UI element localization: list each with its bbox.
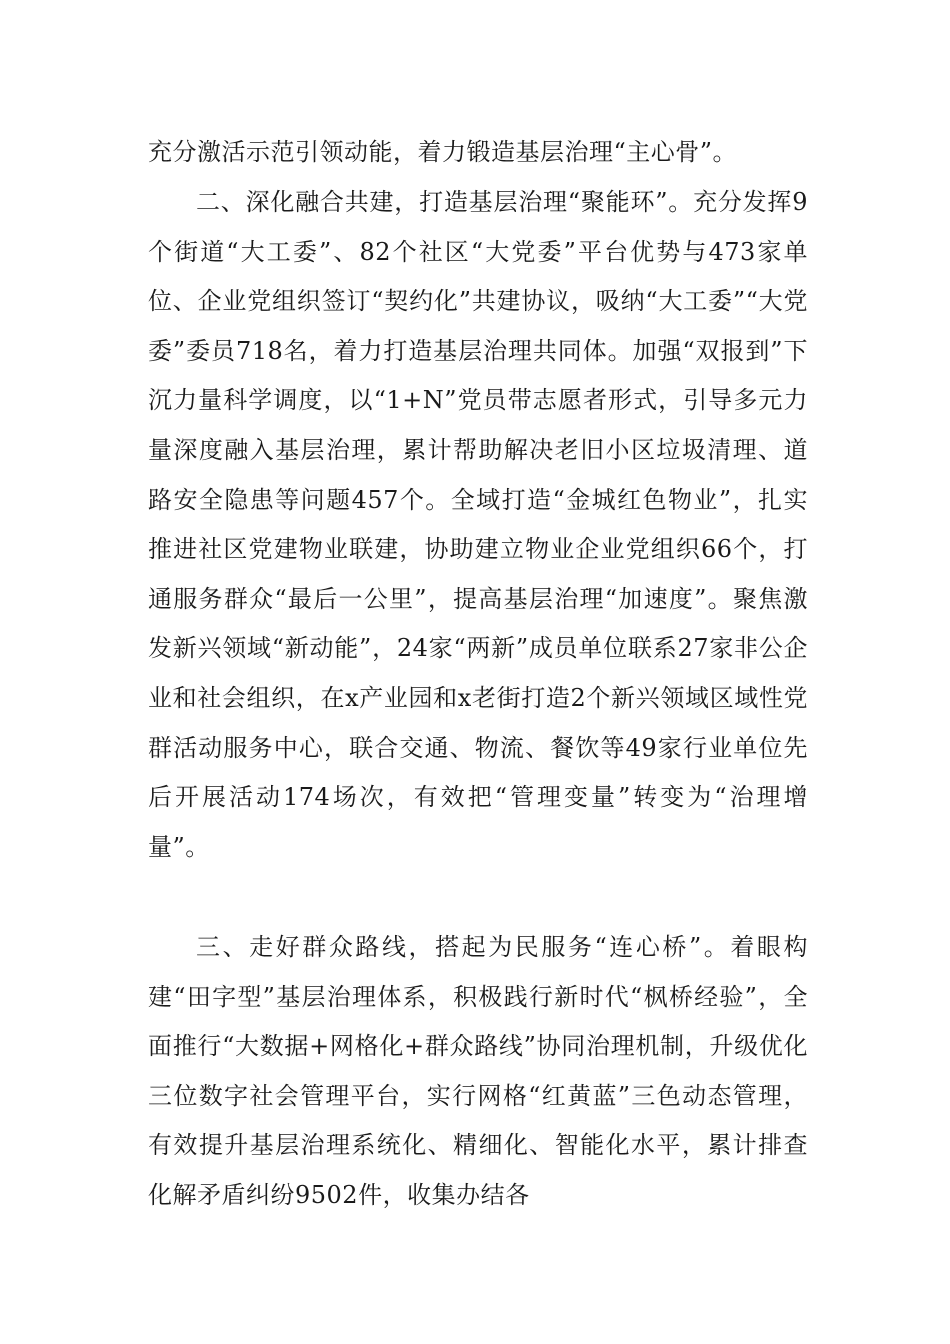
paragraph-section-three: 三、走好群众路线，搭起为民服务“连心桥”。着眼构建“田字型”基层治理体系，积极践行新时代“枫桥经验”，全面推行“大数据+网格化+群众路线”协同治理机制，升级优化三位数字社会管理平台，实行网格“红黄蓝”三色动态管理，有效提升基层治理系统化、精细化、智能化水平，累计排查化解矛盾纠纷9502件，收集办结各 [148,933,808,1209]
paragraph-continuation: 充分激活示范引领动能，着力锻造基层治理“主心骨”。 [148,138,738,166]
paragraph-section-two: 二、深化融合共建，打造基层治理“聚能环”。充分发挥9个街道“大工委”、82个社区“大党委”平台优势与473家单位、企业党组织签订“契约化”共建协议，吸纳“大工委”“大党委”委员718名，着力打造基层治理共同体。加强“双报到”下沉力量科学调度，以“1+N”党员带志愿者形式，引导多元力量深度融入基层治理，累计帮助解决老旧小区垃圾清理、道路安全隐患等问题457个。全域打造“金城红色物业”，扎实推进社区党建物业联建，协助建立物业企业党组织66个，打通服务群众“最后一公里”，提高基层治理“加速度”。聚焦激发新兴领域“新动能”，24家“两新”成员单位联系27家非公企业和社会组织，在x产业园和x老街打造2个新兴领域区域性党群活动服务中心，联合交通、物流、餐饮等49家行业单位先后开展活动174场次，有效把“管理变量”转变为“治理增量”。 [148,188,808,861]
